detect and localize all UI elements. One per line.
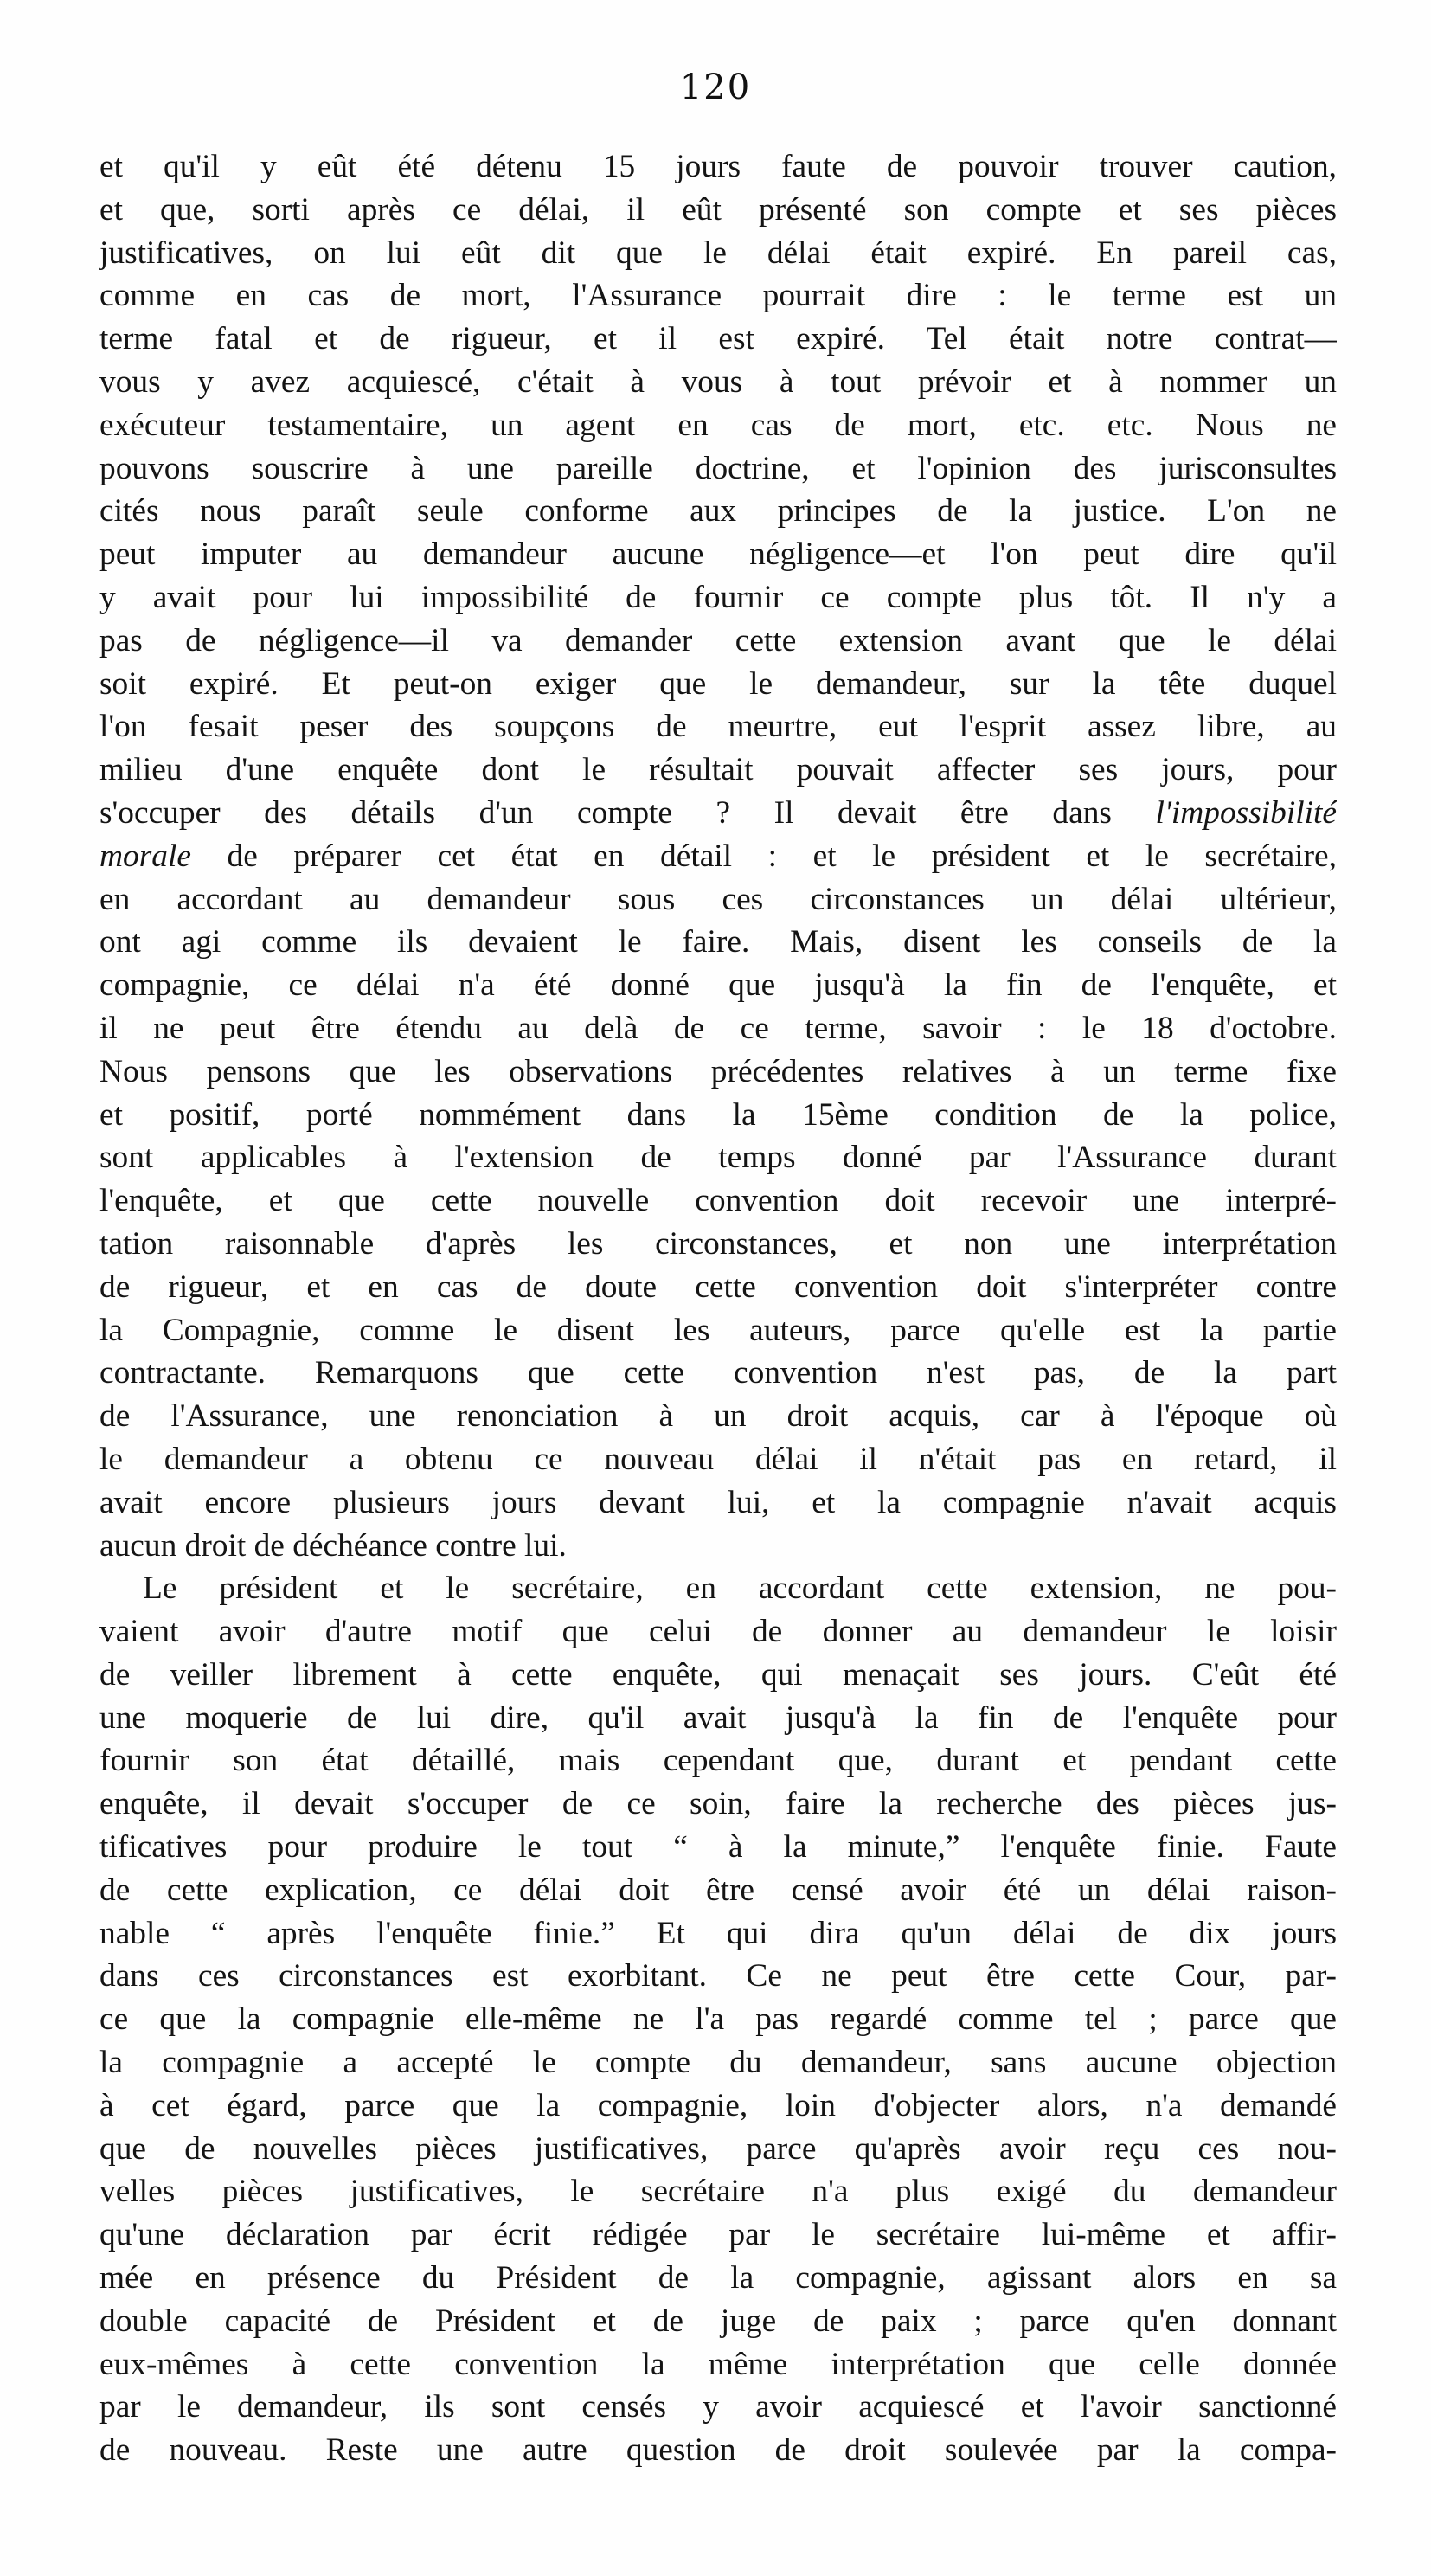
text-line: l'enquête, et que cette nouvelle convention doit recevoir une interpré- (99, 1183, 1337, 1219)
text-line: mée en présence du Président de la compagnie, agissant alors en sa (99, 2260, 1337, 2297)
text-line: peut imputer au demandeur aucune négligence—et l'on peut dire qu'il (99, 536, 1337, 573)
text-line: à cet égard, parce que la compagnie, loin d'objecter alors, n'a demandé (99, 2087, 1337, 2123)
text-line: pouvons souscrire à une pareille doctrine, et l'opinion des jurisconsultes (99, 450, 1337, 486)
text-line: terme fatal et de rigueur, et il est expiré. Tel était notre contrat— (99, 321, 1337, 357)
text-line: il ne peut être étendu au delà de ce terme, savoir : le 18 d'octobre. (99, 1010, 1337, 1046)
text-line: exécuteur testamentaire, un agent en cas de mort, etc. etc. Nous ne (99, 407, 1337, 443)
text-line: de l'Assurance, une renonciation à un droit acquis, car à l'époque où (99, 1398, 1337, 1435)
text-line: milieu d'une enquête dont le résultait pouvait affecter ses jours, pour (99, 752, 1337, 788)
text-line: vous y avez acquiescé, c'était à vous à tout prévoir et à nommer un (99, 363, 1337, 400)
text-line: de nouveau. Reste une autre question de droit soulevée par la compa- (99, 2432, 1337, 2469)
italic-phrase: l'impossibilité (1155, 794, 1337, 831)
text-line: compagnie, ce délai n'a été donné que jusqu'à la fin de l'enquête, et (99, 967, 1337, 1004)
text-line: vaient avoir d'autre motif que celui de donner au demandeur le loisir (99, 1614, 1337, 1650)
text-line: en accordant au demandeur sous ces circonstances un délai ultérieur, (99, 881, 1337, 917)
text-line: l'on fesait peser des soupçons de meurtre, eut l'esprit assez libre, au (99, 709, 1337, 745)
text-line: nable “ après l'enquête finie.” Et qui dira qu'un délai de dix jours (99, 1915, 1337, 1951)
text-line: soit expiré. Et peut-on exiger que le demandeur, sur la tête duquel (99, 665, 1337, 702)
text-segment: de préparer cet état en détail : et le président et le secrétaire, (227, 838, 1337, 874)
text-line: aucun droit de déchéance contre lui. (99, 1527, 567, 1564)
text-line: eux-mêmes à cette convention la même interprétation que celle donnée (99, 2346, 1337, 2382)
text-line: y avait pour lui impossibilité de fournir ce compte plus tôt. Il n'y a (99, 579, 1337, 615)
text-line: la Compagnie, comme le disent les auteurs, parce qu'elle est la partie (99, 1312, 1337, 1348)
text-line: ont agi comme ils devaient le faire. Mais, disent les conseils de la (99, 924, 1337, 960)
text-line: justificatives, on lui eût dit que le délai était expiré. En pareil cas, (99, 234, 1337, 271)
text-line: avait encore plusieurs jours devant lui, et la compagnie n'avait acquis (99, 1484, 1337, 1520)
text-line-with-italic (99, 835, 1337, 878)
text-line: fournir son état détaillé, mais cependant que, durant et pendant cette (99, 1743, 1337, 1779)
text-line: sont applicables à l'extension de temps donné par l'Assurance durant (99, 1140, 1337, 1176)
text-line: cités nous paraît seule conforme aux principes de la justice. L'on ne (99, 493, 1337, 530)
italic-phrase: morale (99, 838, 191, 874)
text-segment: s'occuper des détails d'un compte ? Il devait être dans (99, 794, 1112, 831)
text-line: pas de négligence—il va demander cette extension avant que le délai (99, 622, 1337, 658)
body-text (99, 145, 1337, 2472)
text-line: par le demandeur, ils sont censés y avoir acquiescé et l'avoir sanctionné (99, 2389, 1337, 2425)
text-line: le demandeur a obtenu ce nouveau délai il n'était pas en retard, il (99, 1441, 1337, 1477)
page-number: 120 (679, 67, 752, 107)
text-line: comme en cas de mort, l'Assurance pourrait dire : le terme est un (99, 278, 1337, 314)
text-line: et que, sorti après ce délai, il eût présenté son compte et ses pièces (99, 191, 1337, 228)
text-line: que de nouvelles pièces justificatives, parce qu'après avoir reçu ces nou- (99, 2130, 1337, 2167)
text-line: double capacité de Président et de juge de paix ; parce qu'en donnant (99, 2303, 1337, 2339)
text-line: et qu'il y eût été détenu 15 jours faute de pouvoir trouver caution, (99, 149, 1337, 184)
text-line: de veiller librement à cette enquête, qui menaçait ses jours. C'eût été (99, 1656, 1337, 1693)
text-line: et positif, porté nommément dans la 15ème condition de la police, (99, 1096, 1337, 1133)
text-line: de cette explication, ce délai doit être censé avoir été un délai raison- (99, 1872, 1337, 1908)
text-line: ce que la compagnie elle-même ne l'a pas regardé comme tel ; parce que (99, 2001, 1337, 2038)
text-line: qu'une déclaration par écrit rédigée par le secrétaire lui-même et affir- (99, 2217, 1337, 2253)
text-line: tificatives pour produire le tout “ à la minute,” l'enquête finie. Faute (99, 1829, 1337, 1866)
text-line: de rigueur, et en cas de doute cette convention doit s'interpréter contre (99, 1269, 1337, 1305)
text-line: contractante. Remarquons que cette convention n'est pas, de la part (99, 1355, 1337, 1391)
text-line: Nous pensons que les observations précédentes relatives à un terme fixe (99, 1053, 1337, 1089)
text-line: la compagnie a accepté le compte du demandeur, sans aucune objection (99, 2045, 1337, 2081)
text-line: Le président et le secrétaire, en accordant cette extension, ne pou- (143, 1571, 1337, 1607)
text-line: une moquerie de lui dire, qu'il avait jusqu'à la fin de l'enquête pour (99, 1699, 1337, 1736)
text-line-with-italic (99, 792, 1337, 835)
text-line: enquête, il devait s'occuper de ce soin, faire la recherche des pièces jus- (99, 1786, 1337, 1822)
text-line: velles pièces justificatives, le secrétaire n'a plus exigé du demandeur (99, 2174, 1337, 2210)
text-line: tation raisonnable d'après les circonstances, et non une interprétation (99, 1225, 1337, 1262)
text-line: dans ces circonstances est exorbitant. Ce ne peut être cette Cour, par- (99, 1958, 1337, 1995)
